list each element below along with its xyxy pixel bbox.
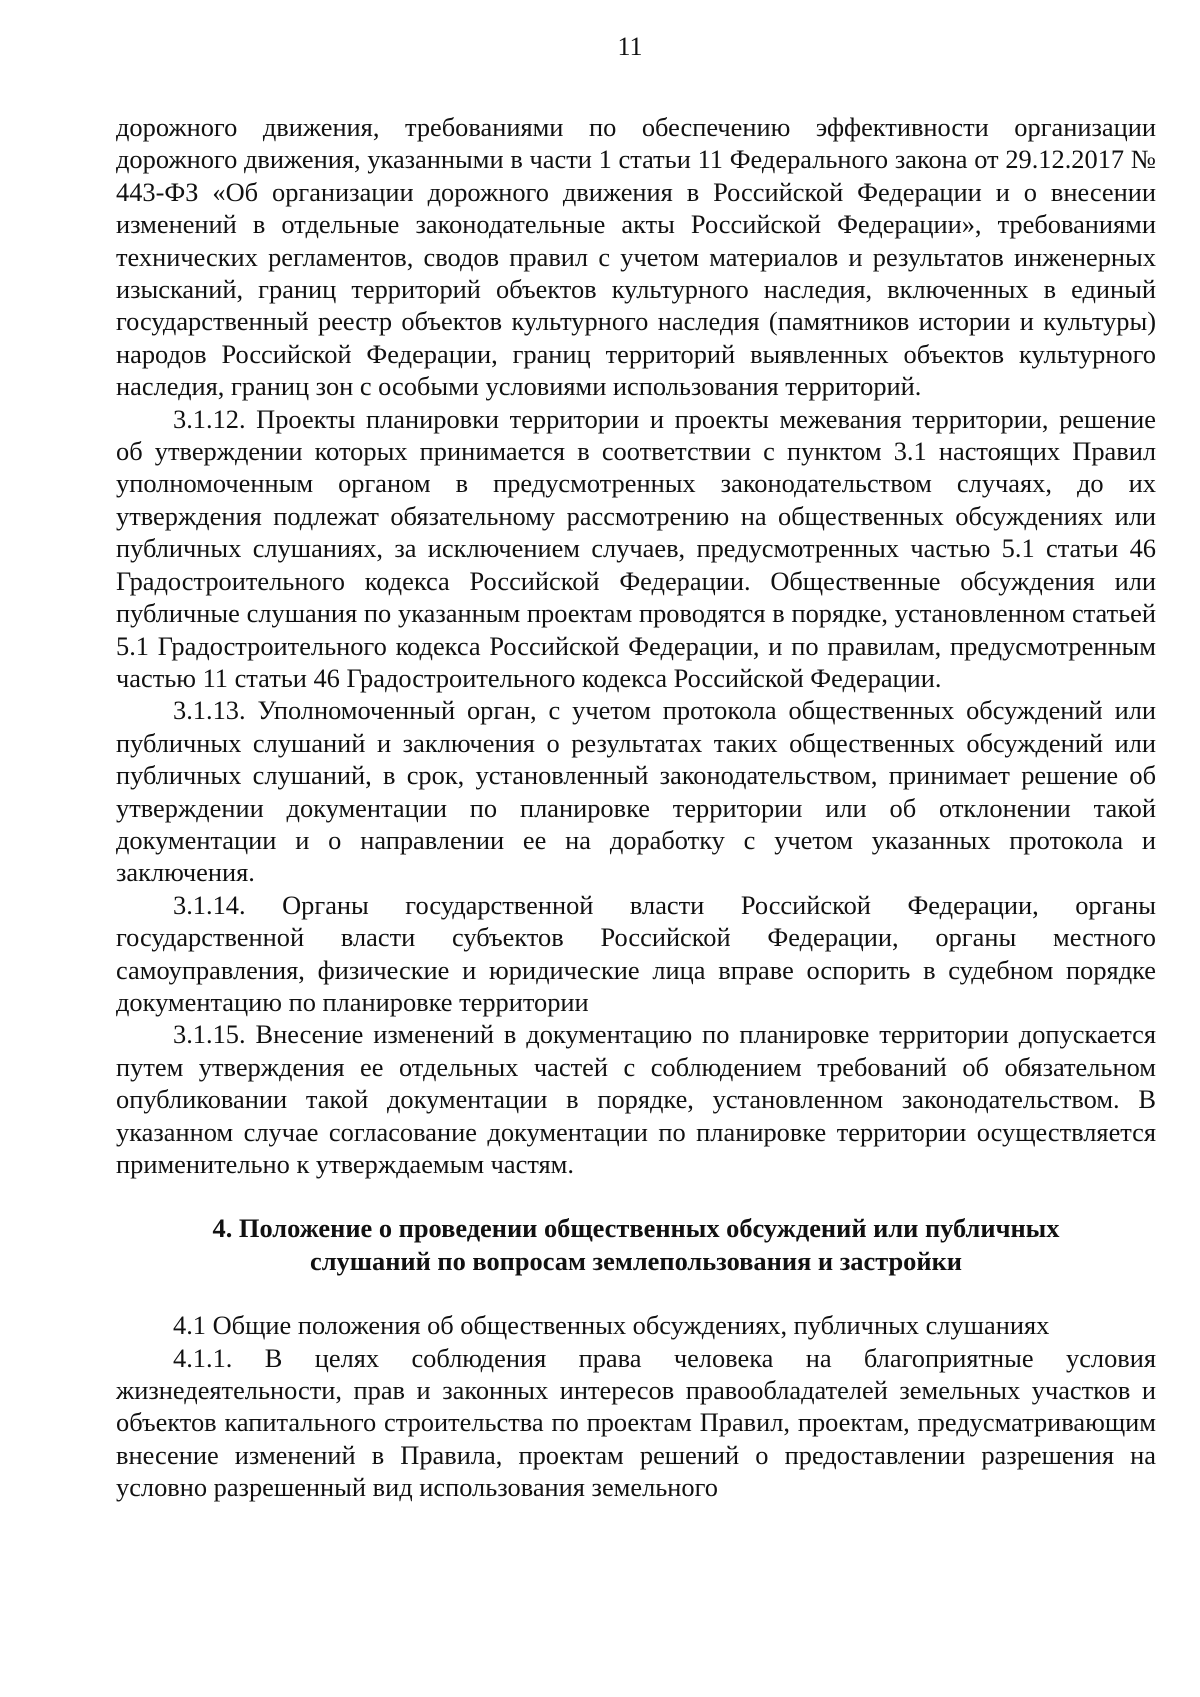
section-heading-line-1: 4. Положение о проведении общественных обсуждений или публичных [212,1213,1060,1244]
paragraph-continuation: дорожного движения, требованиями по обеспечению эффективности организации дорожного движения, указанными в части 1 статьи 11 Федерального закона от 29.12.2017 № 443-ФЗ «Об организации дорожного движения в Российской Федерации и о внесении изменений в отдельные законодательные акты Российской Федерации», требованиями технических регламентов, сводов правил с учетом материалов и результатов инженерных изысканий, границ территорий объектов культурного наследия, включенных в единый государственный реестр объектов культурного наследия (памятников истории и культуры) народов Российской Федерации, границ территорий выявленных объектов культурного наследия, границ зон с особыми условиями использования территорий. [116,112,1156,402]
subsection-title-4-1: 4.1 Общие положения об общественных обсуждениях, публичных слушаниях [173,1310,1050,1341]
section-heading [116,1212,1156,1277]
paragraph-3-1-12: 3.1.12. Проекты планировки территории и проекты межевания территории, решение об утверждении которых принимается в соответствии с пунктом 3.1 настоящих Правил уполномоченным органом в предусмотренных законодательством случаях, до их утверждения подлежат обязательному рассмотрению на общественных обсуждениях или публичных слушаниях, за исключением случаев, предусмотренных частью 5.1 статьи 46 Градостроительного кодекса Российской Федерации. Общественные обсуждения или публичные слушания по указанным проектам проводятся в порядке, установленном статьей 5.1 Градостроительного кодекса Российской Федерации, и по правилам, предусмотренным частью 11 статьи 46 Градостроительного кодекса Российской Федерации. [116,403,1156,693]
paragraph-3-1-15: 3.1.15. Внесение изменений в документацию по планировке территории допускается путем утверждения ее отдельных частей с соблюдением требований об обязательном опубликовании такой документации в порядке, установленном законодательством. В указанном случае согласование документации по планировке территории осуществляется применительно к утверждаемым частям. [116,1019,1156,1179]
document-body [116,111,1156,1504]
page-number: 11 [617,32,643,61]
paragraph-3-1-14: 3.1.14. Органы государственной власти Российской Федерации, органы государственной власти субъектов Российской Федерации, органы местного самоуправления, физические и юридические лица вправе оспорить в судебном порядке документацию по планировке территории [116,889,1156,1017]
paragraph-4-1-1: 4.1.1. В целях соблюдения права человека на благоприятные условия жизнедеятельности, прав и законных интересов правообладателей земельных участков и объектов капитального строительства по проектам Правил, проектам, предусматривающим внесение изменений в Правила, проектам решений о предоставлении разрешения на условно разрешенный вид использования земельного [116,1342,1156,1503]
paragraph-3-1-13: 3.1.13. Уполномоченный орган, с учетом протокола общественных обсуждений или публичных слушаний и заключения о результатах таких общественных обсуждений или публичных слушаний, в срок, установленный законодательством, принимает решение об утверждении документации по планировке территории или об отклонении такой документации и о направлении ее на доработку с учетом указанных протокола и заключения. [116,695,1156,888]
section-heading-line-2: слушаний по вопросам землепользования и застройки [310,1245,962,1276]
